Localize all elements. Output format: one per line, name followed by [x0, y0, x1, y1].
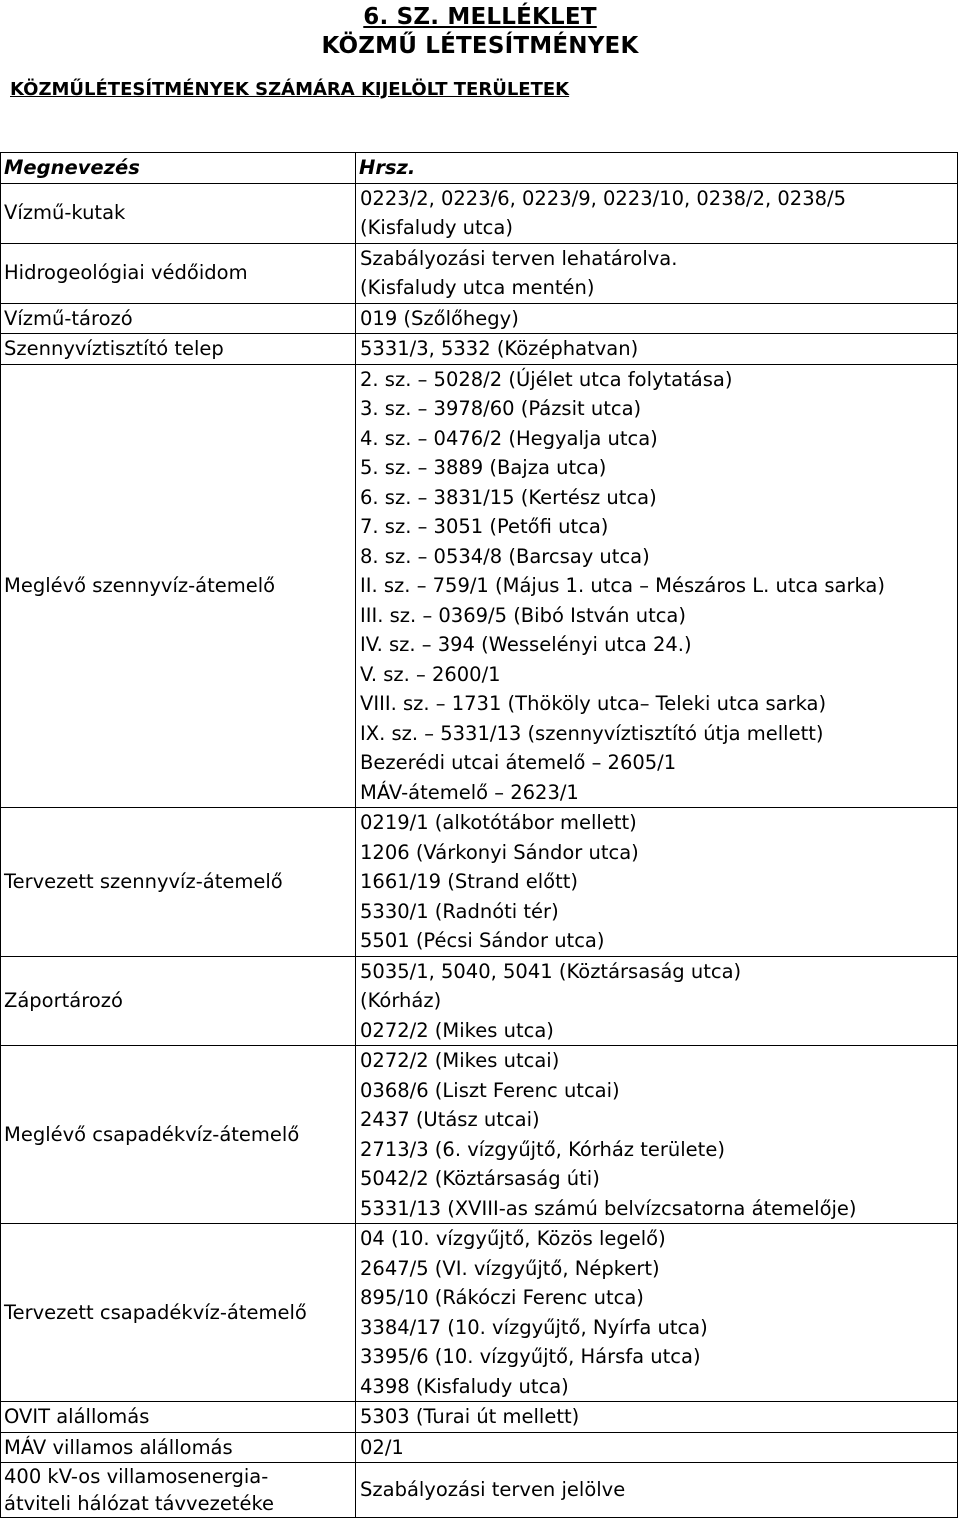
parcel-number: Bezerédi utcai átemelő – 2605/1 — [360, 751, 677, 774]
parcel-number: 5331/13 (XVIII-as számú belvízcsatorna átemelője) — [360, 1196, 857, 1220]
parcel-number: 3. sz. – 3978/60 (Pázsit utca) — [360, 397, 642, 420]
parcel-number: III. sz. – 0369/5 (Bibó István utca) — [360, 603, 686, 627]
parcel-number: (Kisfaludy utca) — [360, 216, 513, 239]
facility-name: Vízmű-tározó — [4, 306, 133, 330]
table-row — [1, 183, 958, 243]
table-row — [1, 808, 958, 957]
facility-name-cell — [1, 183, 356, 243]
parcel-number: IV. sz. – 394 (Wesselényi utca 24.) — [360, 633, 692, 656]
parcel-number: 5501 (Pécsi Sándor utca) — [360, 929, 605, 952]
facility-name: Hidrogeológiai védőidom — [4, 261, 248, 285]
parcel-number: 2713/3 (6. vízgyűjtő, Kórház területe) — [360, 1137, 725, 1161]
facility-name-cell — [1, 808, 356, 957]
parcel-number: 2. sz. – 5028/2 (Újélet utca folytatása) — [360, 367, 733, 391]
parcel-number: V. sz. – 2600/1 — [360, 662, 501, 686]
document-title: 6. SZ. MELLÉKLET — [363, 4, 597, 30]
parcel-number: 8. sz. – 0534/8 (Barcsay utca) — [360, 544, 650, 568]
parcel-number: (Kórház) — [360, 989, 442, 1012]
facility-name-cell — [1, 334, 356, 365]
table-row — [1, 1402, 958, 1433]
parcel-number: II. sz. – 759/1 (Május 1. utca – Mészáros L. utca sarka) — [360, 574, 885, 597]
parcel-number: 6. sz. – 3831/15 (Kertész utca) — [360, 485, 657, 509]
column-header-hrsz: Hrsz. — [356, 153, 958, 184]
column-header-name: Megnevezés — [1, 153, 356, 184]
facility-name-cell — [1, 243, 356, 303]
facility-name: Meglévő szennyvíz-átemelő — [4, 574, 276, 597]
table-row — [1, 303, 958, 334]
parcel-number: 0368/6 (Liszt Ferenc utcai) — [360, 1078, 620, 1102]
table-body — [1, 183, 958, 1518]
parcel-number: 2437 (Utász utcai) — [360, 1108, 540, 1131]
parcel-number-cell — [356, 1463, 958, 1518]
parcel-number: 5330/1 (Radnóti tér) — [360, 899, 559, 923]
parcel-number: IX. sz. – 5331/13 (szennyvíztisztító útja mellett) — [360, 721, 824, 745]
parcel-number: 5035/1, 5040, 5041 (Köztársaság utca) — [360, 959, 742, 983]
parcel-number: 3384/17 (10. vízgyűjtő, Nyírfa utca) — [360, 1315, 708, 1339]
facility-name: Meglévő csapadékvíz-átemelő — [4, 1122, 300, 1146]
parcel-number: 4. sz. – 0476/2 (Hegyalja utca) — [360, 426, 658, 450]
parcel-number: 5. sz. – 3889 (Bajza utca) — [360, 456, 607, 479]
facility-name-cell — [1, 364, 356, 808]
section-heading: KÖZMŰLÉTESÍTMÉNYEK SZÁMÁRA KIJELÖLT TERÜLETEK — [10, 79, 570, 100]
parcel-number: MÁV-átemelő – 2623/1 — [360, 780, 579, 804]
table-row — [1, 956, 958, 1046]
parcel-number: Szabályozási terven lehatárolva. — [360, 246, 678, 270]
parcel-number-cell — [356, 334, 958, 365]
facility-name: 400 kV-os villamosenergia- — [4, 1465, 269, 1488]
facility-name: MÁV villamos alállomás — [4, 1435, 233, 1459]
table-row — [1, 1432, 958, 1463]
parcel-number-cell — [356, 1402, 958, 1433]
parcel-number-cell — [356, 1432, 958, 1463]
facility-name: Szennyvíztisztító telep — [4, 337, 224, 360]
facility-name: Vízmű-kutak — [4, 201, 126, 225]
parcel-number-cell — [356, 1046, 958, 1224]
parcel-number: 5042/2 (Köztársaság úti) — [360, 1167, 600, 1190]
parcel-number: 0223/2, 0223/6, 0223/9, 0223/10, 0238/2, 0238/5 — [360, 186, 847, 210]
parcel-number: 7. sz. – 3051 (Petőfi utca) — [360, 515, 609, 538]
parcel-number: 1206 (Várkonyi Sándor utca) — [360, 840, 639, 864]
parcel-number: 3395/6 (10. vízgyűjtő, Hársfa utca) — [360, 1345, 701, 1368]
parcel-number: 5331/3, 5332 (Középhatvan) — [360, 337, 639, 360]
parcel-number: 4398 (Kisfaludy utca) — [360, 1374, 569, 1398]
table-row — [1, 1463, 958, 1518]
table-row — [1, 334, 958, 365]
table-row — [1, 243, 958, 303]
parcel-number-cell — [356, 1224, 958, 1402]
table-row — [1, 1046, 958, 1224]
facility-name-cell — [1, 1224, 356, 1402]
facility-name: OVIT alállomás — [4, 1405, 150, 1428]
parcel-number: (Kisfaludy utca mentén) — [360, 276, 595, 299]
facility-name-cell — [1, 303, 356, 334]
parcel-number-cell — [356, 303, 958, 334]
parcel-number: 0272/2 (Mikes utcai) — [360, 1049, 560, 1072]
facility-name-cell — [1, 1432, 356, 1463]
parcel-number-cell — [356, 243, 958, 303]
parcel-number: 895/10 (Rákóczi Ferenc utca) — [360, 1286, 644, 1309]
parcel-number-cell — [356, 183, 958, 243]
parcel-number: 5303 (Turai út mellett) — [360, 1405, 580, 1428]
document-subtitle-heading: KÖZMŰ LÉTESÍTMÉNYEK — [321, 33, 639, 59]
table-row — [1, 364, 958, 808]
table-row — [1, 1224, 958, 1402]
facility-name-cell — [1, 1402, 356, 1433]
parcel-number: 1661/19 (Strand előtt) — [360, 870, 578, 893]
facility-name-cell — [1, 1046, 356, 1224]
parcel-number: VIII. sz. – 1731 (Thököly utca– Teleki utca sarka) — [360, 692, 827, 715]
parcel-number: Szabályozási terven jelölve — [360, 1478, 626, 1502]
parcel-number: 04 (10. vízgyűjtő, Közös legelő) — [360, 1227, 666, 1250]
facility-name: Záportározó — [4, 989, 123, 1012]
facility-name-cell — [1, 956, 356, 1046]
facility-name-cell — [1, 1463, 356, 1518]
table-header-row — [1, 153, 958, 184]
parcel-number: 0272/2 (Mikes utca) — [360, 1018, 554, 1042]
facility-name: Tervezett szennyvíz-átemelő — [4, 870, 283, 893]
parcel-number: 0219/1 (alkotótábor mellett) — [360, 811, 637, 834]
parcel-number: 2647/5 (VI. vízgyűjtő, Népkert) — [360, 1256, 660, 1280]
parcel-number: 02/1 — [360, 1435, 404, 1459]
facility-name: átviteli hálózat távvezetéke — [4, 1492, 275, 1515]
facility-name: Tervezett csapadékvíz-átemelő — [4, 1300, 307, 1324]
parcel-number-cell — [356, 808, 958, 957]
parcel-number-cell — [356, 364, 958, 808]
facilities-table — [0, 152, 958, 1518]
parcel-number: 019 (Szőlőhegy) — [360, 306, 519, 330]
parcel-number-cell — [356, 956, 958, 1046]
